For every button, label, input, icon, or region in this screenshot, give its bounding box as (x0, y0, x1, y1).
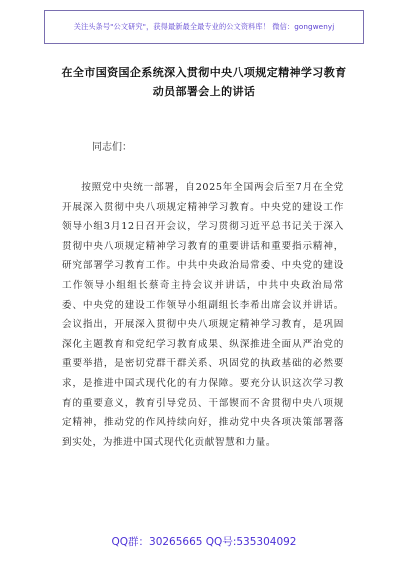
document-title-line1: 在全市国资国企系统深入贯彻中央八项规定精神学习教育 (61, 66, 347, 79)
header-notice-text: 关注头条号"公文研究"，获得最新最全最专业的公文资料库！ 微信：gongwenyj (73, 22, 335, 31)
header-notice-box (44, 10, 364, 44)
salutation: 同志们： (92, 142, 132, 153)
document-title-line2: 动员部署会上的讲话 (152, 85, 256, 98)
footer-contact: QQ群：30265665 QQ号:535304092 (111, 536, 297, 548)
body-paragraph: 按照党中央统一部署，自2025年全国两会后至7月在全党开展深入贯彻中央八项规定精神学习教育。中央党的建设工作领导小组3月12日召开会议，学习贯彻习近平总书记关于深入贯彻中央八项规定精神学习教育的重要讲话和重要指示精神，研究部署学习教育工作。中共中央政治局常委、中央党的建设工作领导小组组长蔡奇主持会议并讲话，中共中央政治局常委、中央党的建设工作领导小组副组长李希出席会议并讲话。会议指出，开展深入贯彻中央八项规定精神学习教育，是巩固深化主题教育和党纪学习教育成果、纵深推进全面从严治党的重要举措，是密切党群干群关系、巩固党的执政基础的必然要求，是推进中国式现代化的有力保障。要充分认识这次学习教育的重要意义，教育引导党员、干部锲而不舍贯彻中央八项规定精神，推动党的作风持续向好，推动党中央各项决策部署落到实处，为推进中国式现代化贡献智慧和力量。 (62, 182, 344, 448)
